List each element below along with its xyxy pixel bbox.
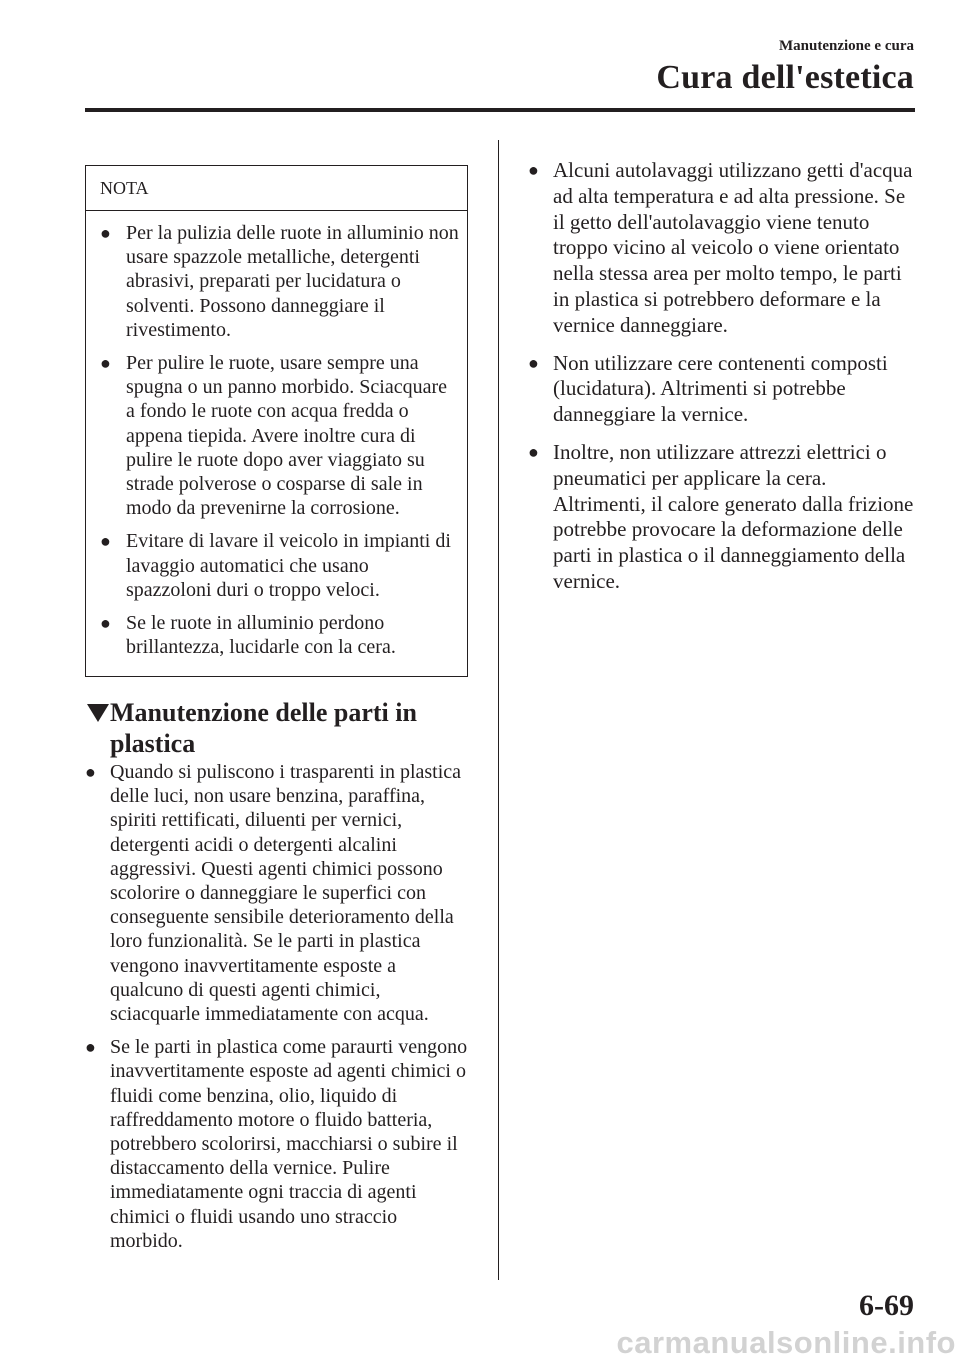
note-item: [100, 611, 459, 659]
left-bullet-list: [85, 760, 470, 1262]
watermark: carmanualsonline.info: [616, 1325, 956, 1360]
bullet-icon: ●: [100, 531, 111, 552]
bullet-icon: ●: [100, 613, 111, 634]
note-box: [85, 165, 468, 677]
note-title: NOTA: [86, 166, 467, 211]
bullet-icon: ●: [100, 223, 111, 243]
bullet-icon: ●: [85, 762, 96, 782]
bullet-icon: ●: [85, 1037, 96, 1058]
list-item-text: Non utilizzare cere contenenti composti (lucidatura). Altrimenti si potrebbe danneggiare la vernice.: [553, 350, 888, 427]
list-item-text: Se le parti in plastica come paraurti vengono inavvertitamente esposte ad agenti chimici o fluidi come benzina, olio, liquido di raffreddamento motore o fluido batteria, potrebbero scolorirsi, macchiarsi o subire il distaccamento della vernice. Pulire immediatamente ogni traccia di agenti chimici o fluidi usando uno straccio morbido.: [110, 1036, 468, 1252]
triangle-down-icon: [87, 704, 109, 722]
list-item: [528, 158, 918, 339]
list-item: [528, 351, 918, 428]
list-item-text: Inoltre, non utilizzare attrezzi elettrici o pneumatici per applicare la cera. Altrimenti, il calore generato dalla frizione potrebbe provocare la deformazione delle parti in plastica o il danneggiamento della vernice.: [553, 439, 914, 593]
section-heading: [85, 697, 475, 759]
list-item-text: Quando si puliscono i trasparenti in plastica delle luci, non usare benzina, paraffina, spiriti rettificati, diluenti per vernici, detergenti acidi o detergenti alcalini aggressivi. Questi agenti chimici possono scolorire o danneggiare le superfici con conseguente sensibile deterioramento della loro funzionalità. Se le parti in plastica vengono inavvertitamente esposte a qualcuno di questi agenti chimici, sciacquarle immediatamente con acqua.: [110, 761, 462, 1026]
list-item: [85, 760, 470, 1026]
column-divider: [498, 140, 499, 1280]
right-bullet-list: [528, 158, 918, 607]
note-list: [86, 211, 467, 659]
header-rule: [85, 108, 915, 112]
page-number: 6-69: [859, 1289, 914, 1322]
list-item-text: Alcuni autolavaggi utilizzano getti d'acqua ad alta temperatura e ad alta pressione. Se il getto dell'autolavaggio viene tenuto troppo vicino al veicolo o viene orientato nella stessa area per molto tempo, le parti in plastica si potrebbero deformare e la vernice danneggiare.: [553, 158, 913, 337]
note-item: [100, 529, 459, 602]
note-item-text: Evitare di lavare il veicolo in impianti di lavaggio automatici che usano spazzoloni duri o troppo veloci.: [126, 530, 451, 601]
note-item-text: Per la pulizia delle ruote in alluminio non usare spazzole metalliche, detergenti abrasivi, preparati per lucidatura o solventi. Possono danneggiare il rivestimento.: [126, 222, 459, 341]
list-item: [85, 1035, 470, 1253]
list-item: [528, 440, 918, 595]
note-item: [100, 351, 459, 520]
note-item-text: Per pulire le ruote, usare sempre una spugna o un panno morbido. Sciacquare a fondo le ruote con acqua fredda o appena tiepida. Avere inoltre cura di pulire le ruote dopo aver viaggiato su strade polverose o cosparse di sale in modo da prevenirne la corrosione.: [126, 352, 448, 520]
note-item-text: Se le ruote in alluminio perdono brillantezza, lucidarle con la cera.: [126, 612, 396, 659]
bullet-icon: ●: [528, 441, 539, 462]
note-item: [100, 221, 459, 342]
bullet-icon: ●: [528, 160, 539, 180]
page-title: Cura dell'estetica: [656, 59, 914, 96]
bullet-icon: ●: [100, 353, 111, 374]
section-heading-text: Manutenzione delle parti in plastica: [110, 698, 417, 758]
running-header-section: Manutenzione e cura: [779, 38, 914, 54]
bullet-icon: ●: [528, 352, 539, 373]
